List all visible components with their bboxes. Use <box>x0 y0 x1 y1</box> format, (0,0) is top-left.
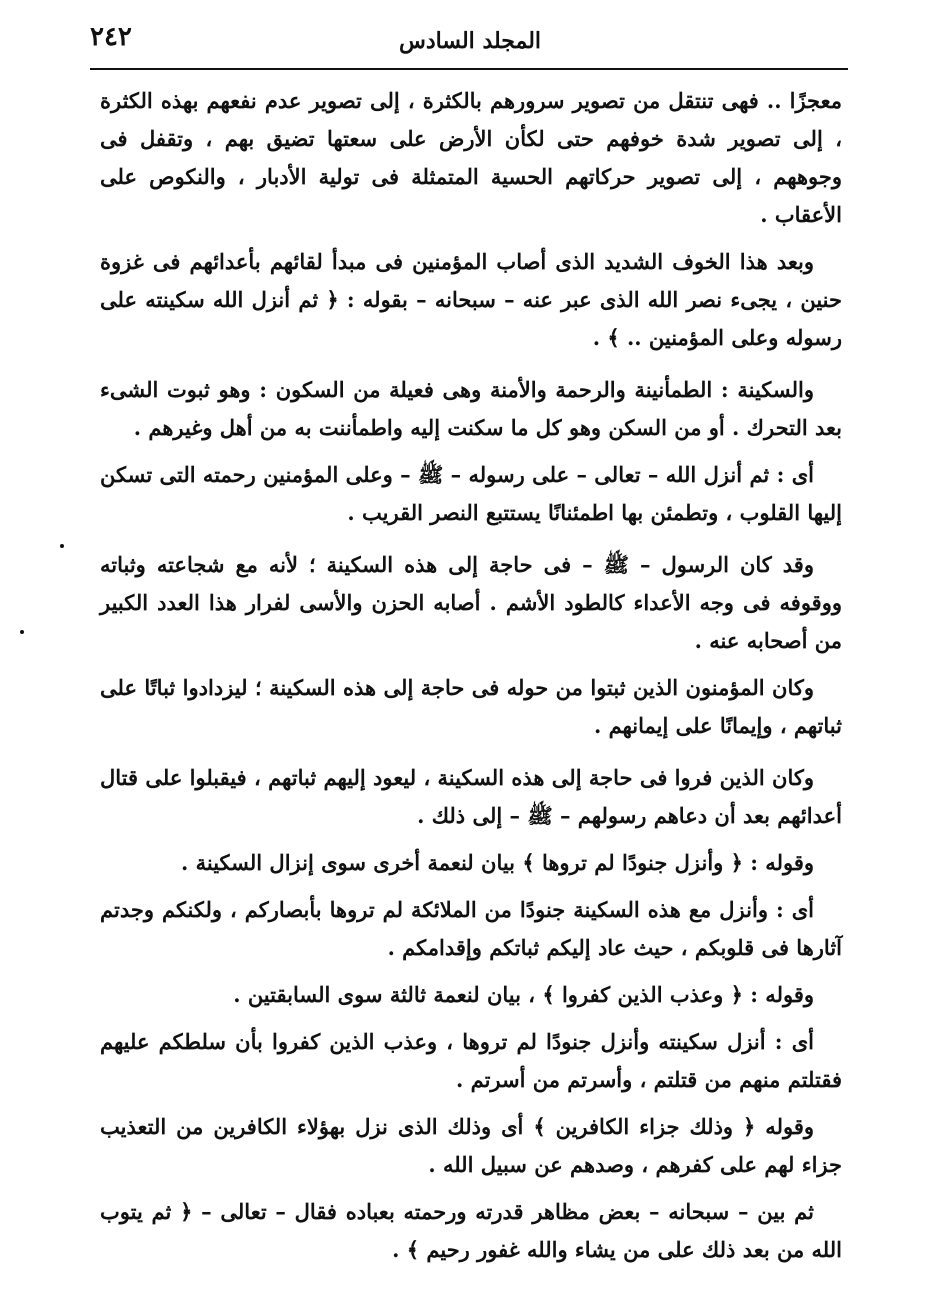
page-number: ٢٤٢ <box>90 22 132 52</box>
header-rule <box>90 68 848 70</box>
paragraph: وقوله ﴿ وذلك جزاء الكافرين ﴾ أى وذلك الذى نزل بهؤلاء الكافرين من التعذيب جزاء لهم على كفرهم ، وصدهم عن سبيل الله . <box>100 1114 842 1177</box>
paragraph: وقوله : ﴿ وعذب الذين كفروا ﴾ ، بيان لنعمة ثالثة سوى السابقتين . <box>233 982 814 1007</box>
paragraph: أى : وأنزل مع هذه السكينة جنودًا من الملائكة لم تروها بأبصاركم ، ولكنكم وجدتم آثارها فى قلوبكم ، حيث عاد إليكم ثباتكم وإقدامكم . <box>100 897 842 960</box>
paragraph: معجزًا .. فهى تنتقل من تصوير سرورهم بالكثرة ، إلى تصوير عدم نفعهم بهذه الكثرة ، إلى تصوير شدة خوفهم حتى لكأن الأرض على سعتها تضيق بهم ، وتقفل فى وجوههم ، إلى تصوير حركاتهم الحسية المتمثلة فى تولية الأدبار ، والنكوص على الأعقاب . <box>100 88 842 227</box>
paragraph: وقوله : ﴿ وأنزل جنودًا لم تروها ﴾ بيان لنعمة أخرى سوى إنزال السكينة . <box>181 850 814 875</box>
scan-speck <box>20 630 24 634</box>
paragraph: ثم بين – سبحانه – بعض مظاهر قدرته ورحمته بعباده فقال – تعالى – ﴿ ثم يتوب الله من بعد ذلك على من يشاء والله غفور رحيم ﴾ . <box>100 1199 842 1262</box>
paragraph: أى : أنزل سكينته وأنزل جنودًا لم تروها ، وعذب الذين كفروا بأن سلطكم عليهم فقتلتم منهم من قتلتم ، وأسرتم من أسرتم . <box>100 1029 842 1092</box>
page-header <box>90 22 850 66</box>
paragraph: وقد كان الرسول – ﷺ – فى حاجة إلى هذه السكينة ؛ لأنه مع شجاعته وثباته ووقوفه فى وجه الأعداء كالطود الأشم . أصابه الحزن والأسى لفرار هذا العدد الكبير من أصحابه عنه . <box>100 552 842 653</box>
scan-speck <box>60 544 64 548</box>
paragraph: وكان المؤمنون الذين ثبتوا من حوله فى حاجة إلى هذه السكينة ؛ ليزدادوا ثباتًا على ثباتهم ، وإيمانًا على إيمانهم . <box>100 675 842 738</box>
running-title: المجلد السادس <box>398 28 542 54</box>
paragraph: أى : ثم أنزل الله – تعالى – على رسوله – ﷺ – وعلى المؤمنين رحمته التى تسكن إليها القلوب ، وتطمئن بها اطمئنانًا يستتبع النصر القريب . <box>100 462 842 525</box>
page-body <box>100 82 842 1278</box>
paragraph: وكان الذين فروا فى حاجة إلى هذه السكينة ، ليعود إليهم ثباتهم ، فيقبلوا على قتال أعدائهم بعد أن دعاهم رسولهم – ﷺ – إلى ذلك . <box>100 765 842 828</box>
paragraph: والسكينة : الطمأنينة والرحمة والأمنة وهى فعيلة من السكون : وهو ثبوت الشىء بعد التحرك . أو من السكن وهو كل ما سكنت إليه واطمأننت به من أهل وغيرهم . <box>100 377 842 440</box>
paragraph: وبعد هذا الخوف الشديد الذى أصاب المؤمنين فى مبدأ لقائهم بأعدائهم فى غزوة حنين ، يجىء نصر الله الذى عبر عنه – سبحانه – بقوله : ﴿ ثم أنزل الله سكينته على رسوله وعلى المؤمنين .. ﴾ . <box>100 249 842 350</box>
